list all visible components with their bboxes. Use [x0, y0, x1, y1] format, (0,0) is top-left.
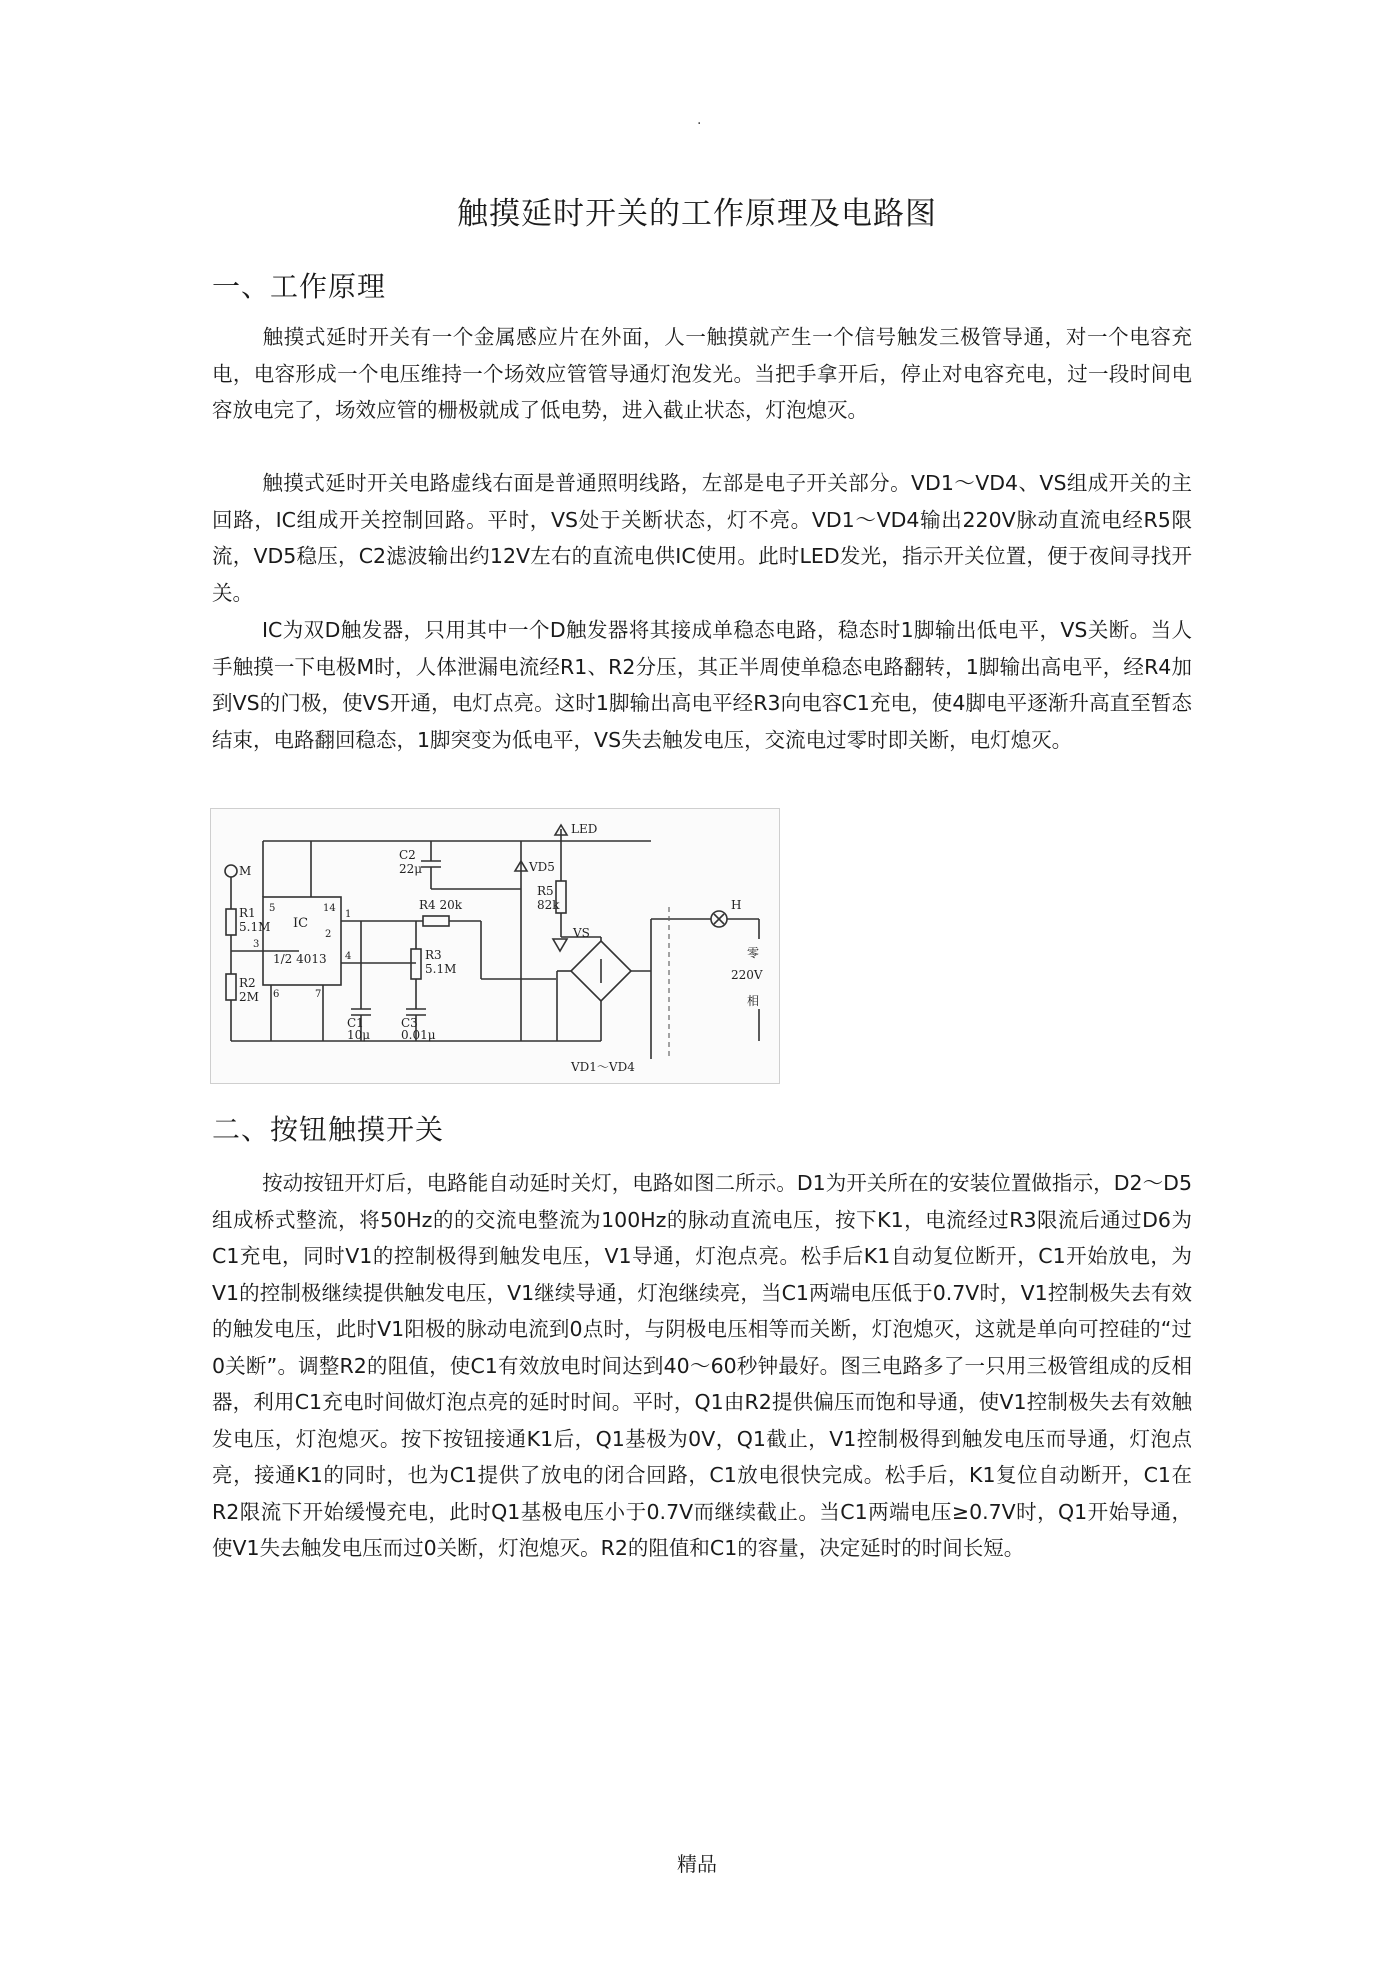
label-220v: 220V	[731, 968, 763, 982]
label-r4: R4 20k	[419, 898, 463, 912]
section-2-heading: 二、按钮触摸开关	[212, 1113, 445, 1146]
value-r5: 82k	[537, 898, 560, 912]
label-c1: C1	[347, 1016, 364, 1030]
label-vs: VS	[573, 926, 590, 940]
paragraph-1-text: 触摸式延时开关有一个金属感应片在外面，人一触摸就产生一个信号触发三极管导通，对一个电容充电，电容形成一个电压维持一个场效应管管导通灯泡发光。当把手拿开后，停止对电容充电，过一段时间电容放电完了，场效应管的栅极就成了低电势，进入截止状态，灯泡熄灭。	[212, 325, 1192, 422]
pin-4: 4	[345, 951, 352, 962]
label-r3: R3	[425, 948, 442, 962]
section-1-heading: 一、工作原理	[212, 270, 387, 303]
resistor-r4	[423, 916, 449, 926]
resistor-r3	[411, 949, 421, 979]
label-c3: C3	[401, 1016, 418, 1030]
value-c3: 0.01μ	[401, 1028, 436, 1042]
label-bridge: VD1～VD4	[571, 1060, 635, 1074]
label-r1: R1	[239, 906, 256, 920]
label-ic: IC	[293, 916, 309, 931]
label-r2: R2	[239, 976, 256, 990]
circuit-diagram	[210, 808, 780, 1084]
pin-6: 6	[273, 989, 280, 1000]
label-led: LED	[571, 822, 598, 836]
paragraph-4	[212, 1165, 1192, 1567]
paragraph-2-text: 触摸式延时开关电路虚线右面是普通照明线路，左部是电子开关部分。VD1～VD4、VS组成开关的主回路，IC组成开关控制回路。平时，VS处于关断状态，灯不亮。VD1～VD4输出220V脉动直流电经R5限流，VD5稳压，C2滤波输出约12V左右的直流电供IC使用。此时LED发光，指示开关位置，便于夜间寻找开关。	[212, 471, 1192, 605]
value-c1: 10μ	[347, 1028, 371, 1042]
electrode-m	[225, 865, 237, 877]
label-zero: 零	[747, 946, 760, 960]
label-phase: 相	[747, 994, 760, 1008]
pin-5: 5	[269, 903, 276, 914]
paragraph-2	[212, 465, 1192, 611]
footer-label: 精品	[677, 1852, 717, 1876]
resistor-r1	[226, 909, 236, 935]
paragraph-3-text: IC为双D触发器，只用其中一个D触发器将其接成单稳态电路，稳态时1脚输出低电平，VS关断。当人手触摸一下电极M时，人体泄漏电流经R1、R2分压，其正半周使单稳态电路翻转，1脚输出高电平，经R4加到VS的门极，使VS开通，电灯点亮。这时1脚输出高电平经R3向电容C1充电，使4脚电平逐渐升高直至暂态结束，电路翻回稳态，1脚突变为低电平，VS失去触发电压，交流电过零时即关断，电灯熄灭。	[212, 618, 1192, 752]
thyristor-vs	[553, 939, 567, 951]
circuit-svg	[211, 809, 779, 1083]
label-h: H	[731, 898, 742, 912]
value-r2: 2M	[239, 990, 259, 1004]
document-title: 触摸延时开关的工作原理及电路图	[457, 196, 937, 232]
value-c2: 22μ	[399, 862, 423, 876]
label-m: M	[239, 864, 252, 878]
pin-7: 7	[315, 989, 322, 1000]
pin-3: 3	[253, 939, 260, 950]
top-mark: .	[697, 112, 702, 128]
paragraph-3	[212, 612, 1192, 758]
resistor-r2	[226, 974, 236, 1000]
paragraph-4-text: 按动按钮开灯后，电路能自动延时关灯，电路如图二所示。D1为开关所在的安装位置做指示，D2～D5组成桥式整流，将50Hz的的交流电整流为100Hz的脉动直流电压，按下K1，电流经过R3限流后通过D6为C1充电，同时V1的控制极得到触发电压，V1导通，灯泡点亮。松手后K1自动复位断开，C1开始放电，为V1的控制极继续提供触发电压，V1继续导通，灯泡继续亮，当C1两端电压低于0.7V时，V1控制极失去有效的触发电压，此时V1阳极的脉动电流到0点时，与阴极电压相等而关断，灯泡熄灭，这就是单向可控硅的“过0关断”。调整R2的阻值，使C1有效放电时间达到40～60秒钟最好。图三电路多了一只用三极管组成的反相器，利用C1充电时间做灯泡点亮的延时时间。平时，Q1由R2提供偏压而饱和导通，使V1控制极失去有效触发电压，灯泡熄灭。按下按钮接通K1后，Q1基极为0V，Q1截止，V1控制极得到触发电压而导通，灯泡点亮，接通K1的同时，也为C1提供了放电的闭合回路，C1放电很快完成。松手后，K1复位自动断开，C1在R2限流下开始缓慢充电，此时Q1基极电压小于0.7V而继续截止。当C1两端电压≥0.7V时，Q1开始导通，使V1失去触发电压而过0关断，灯泡熄灭。R2的阻值和C1的容量，决定延时的时间长短。	[212, 1171, 1192, 1560]
paragraph-1	[212, 319, 1192, 429]
pin-14: 14	[323, 903, 336, 914]
label-c2: C2	[399, 848, 416, 862]
pin-1: 1	[345, 909, 352, 920]
value-r1: 5.1M	[239, 920, 271, 934]
value-ic: 1/2 4013	[273, 952, 327, 966]
label-r5: R5	[537, 884, 554, 898]
value-r3: 5.1M	[425, 962, 457, 976]
pin-2: 2	[325, 929, 332, 940]
label-vd5: VD5	[529, 860, 555, 874]
